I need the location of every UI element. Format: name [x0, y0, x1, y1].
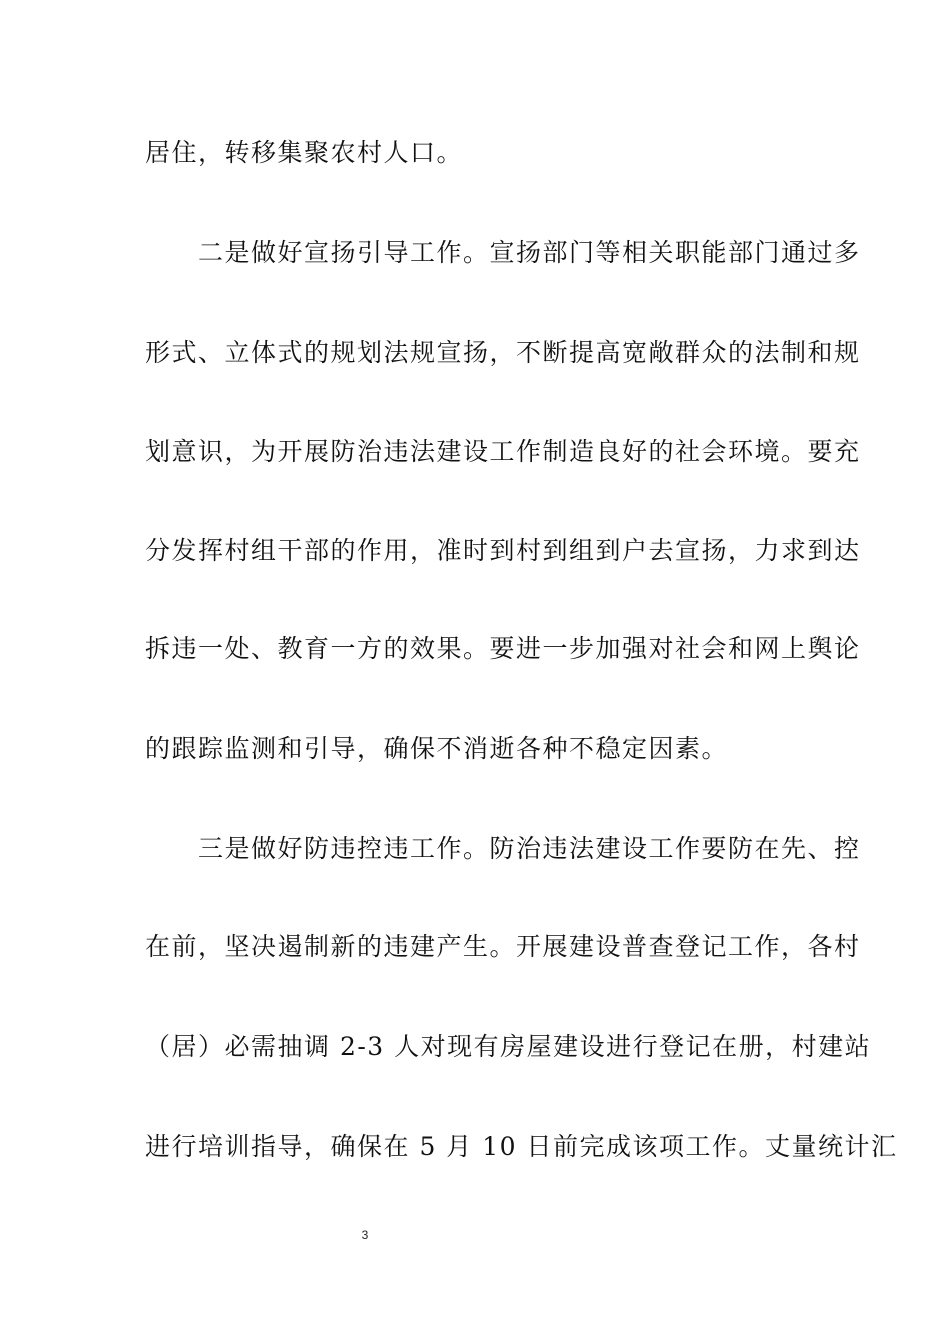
paragraph-2-line-1: 二是做好宣扬引导工作。宣扬部门等相关职能部门通过多	[145, 238, 861, 267]
paragraph-2-line-3: 划意识，为开展防治违法建设工作制造良好的社会环境。要充	[145, 437, 861, 466]
page-number: 3	[361, 1228, 369, 1242]
paragraph-2-line-6: 的跟踪监测和引导，确保不消逝各种不稳定因素。	[145, 734, 729, 763]
paragraph-3-line-3: （居）必需抽调 2-3 人对现有房屋建设进行登记在册，村建站	[145, 1032, 872, 1061]
text-line-1: 居住，转移集聚农村人口。	[145, 138, 464, 167]
paragraph-2-line-5: 拆违一处、教育一方的效果。要进一步加强对社会和网上舆论	[145, 634, 861, 663]
paragraph-3-line-1: 三是做好防违控违工作。防治违法建设工作要防在先、控	[145, 834, 861, 863]
paragraph-2-line-4: 分发挥村组干部的作用，准时到村到组到户去宣扬，力求到达	[145, 536, 861, 565]
paragraph-2-line-2: 形式、立体式的规划法规宣扬，不断提高宽敞群众的法制和规	[145, 338, 861, 367]
paragraph-3-line-4: 进行培训指导，确保在 5 月 10 日前完成该项工作。丈量统计汇	[145, 1132, 898, 1161]
paragraph-3-line-2: 在前，坚决遏制新的违建产生。开展建设普查登记工作，各村	[145, 932, 861, 961]
